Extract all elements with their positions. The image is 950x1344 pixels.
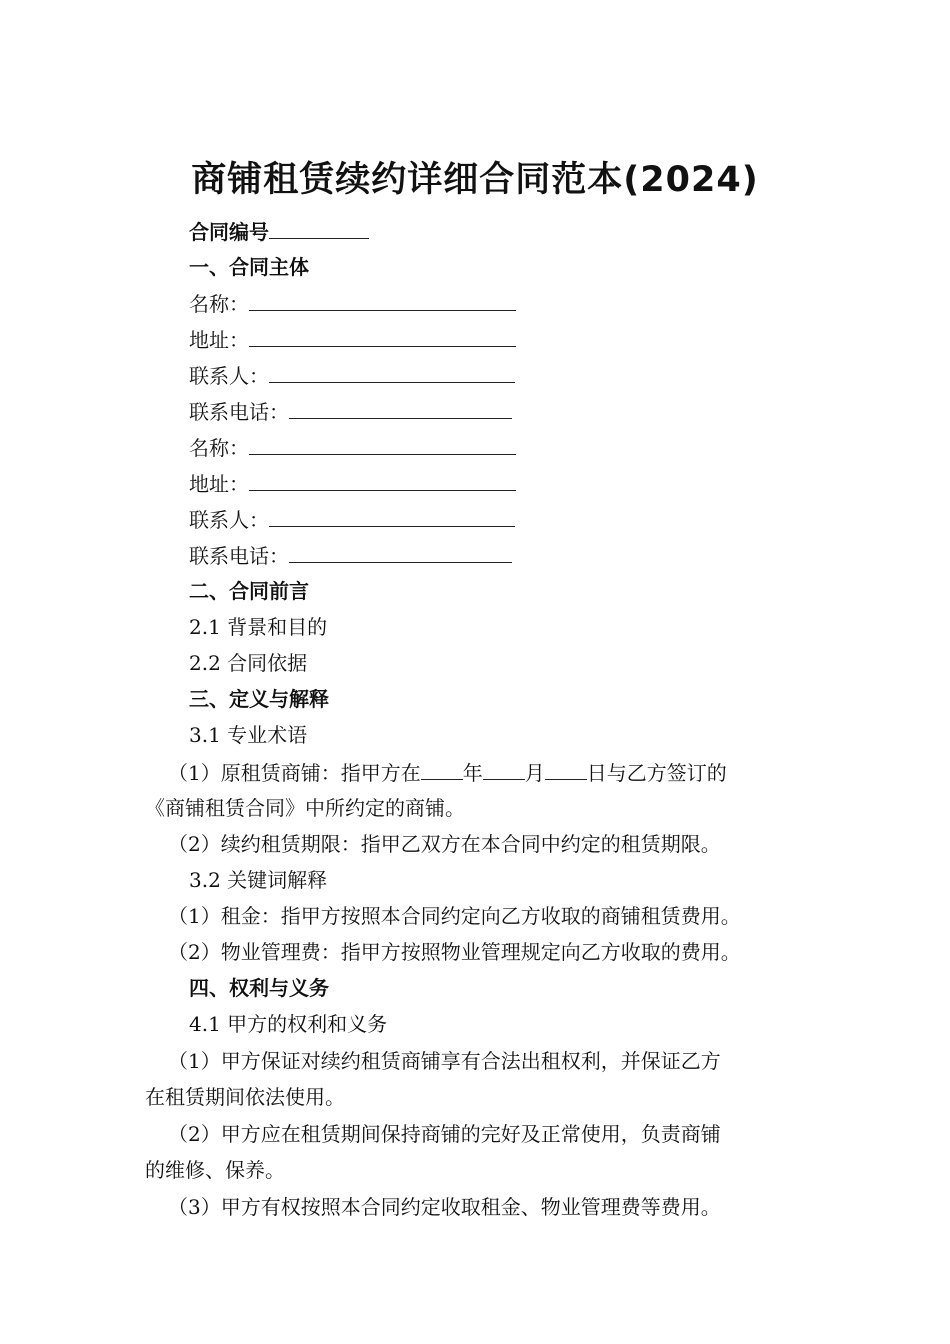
term-original-shop-line2: 《商铺租赁合同》中所约定的商铺。: [145, 796, 465, 820]
clause-3-1: 3.1 专业术语: [189, 723, 308, 747]
right-1-line1: （1）甲方保证对续约租赁商铺享有合法出租权利，并保证乙方: [168, 1049, 721, 1073]
party-a-phone: 联系电话：: [189, 398, 512, 425]
contract-number-blank: [269, 218, 369, 239]
party-b-contact: 联系人：: [189, 506, 515, 533]
party-b-phone: 联系电话：: [189, 542, 512, 569]
party-a-address: 地址：: [189, 326, 516, 353]
keyword-rent: （1）租金：指甲方按照本合同约定向乙方收取的商铺租赁费用。: [168, 904, 741, 928]
right-1-line2: 在租赁期间依法使用。: [145, 1085, 345, 1109]
right-2-line2: 的维修、保养。: [145, 1158, 285, 1182]
term-renewal-period: （2）续约租赁期限：指甲乙双方在本合同中约定的租赁期限。: [168, 832, 721, 856]
party-a-name: 名称：: [189, 290, 516, 317]
party-b-address: 地址：: [189, 470, 516, 497]
section-heading-3: 三、定义与解释: [189, 687, 329, 711]
right-3: （3）甲方有权按照本合同约定收取租金、物业管理费等费用。: [168, 1195, 721, 1219]
clause-2-2: 2.2 合同依据: [189, 651, 308, 675]
clause-3-2: 3.2 关键词解释: [189, 868, 328, 892]
clause-2-1: 2.1 背景和目的: [189, 615, 328, 639]
right-2-line1: （2）甲方应在租赁期间保持商铺的完好及正常使用，负责商铺: [168, 1122, 721, 1146]
contract-number-line: [189, 218, 369, 245]
section-heading-4: 四、权利与义务: [189, 976, 329, 1000]
party-a-contact: 联系人：: [189, 362, 515, 389]
section-heading-1: 一、合同主体: [189, 255, 309, 279]
contract-number-label: 合同编号: [189, 220, 269, 244]
section-heading-2: 二、合同前言: [189, 579, 309, 603]
party-b-name: 名称：: [189, 434, 516, 461]
term-original-shop-line1: （1）原租赁商铺：指甲方在 年 月 日与乙方签订的: [168, 761, 727, 785]
keyword-property-fee: （2）物业管理费：指甲方按照物业管理规定向乙方收取的费用。: [168, 940, 741, 964]
clause-4-1: 4.1 甲方的权利和义务: [189, 1012, 388, 1036]
document-title: 商铺租赁续约详细合同范本(2024): [191, 160, 759, 200]
